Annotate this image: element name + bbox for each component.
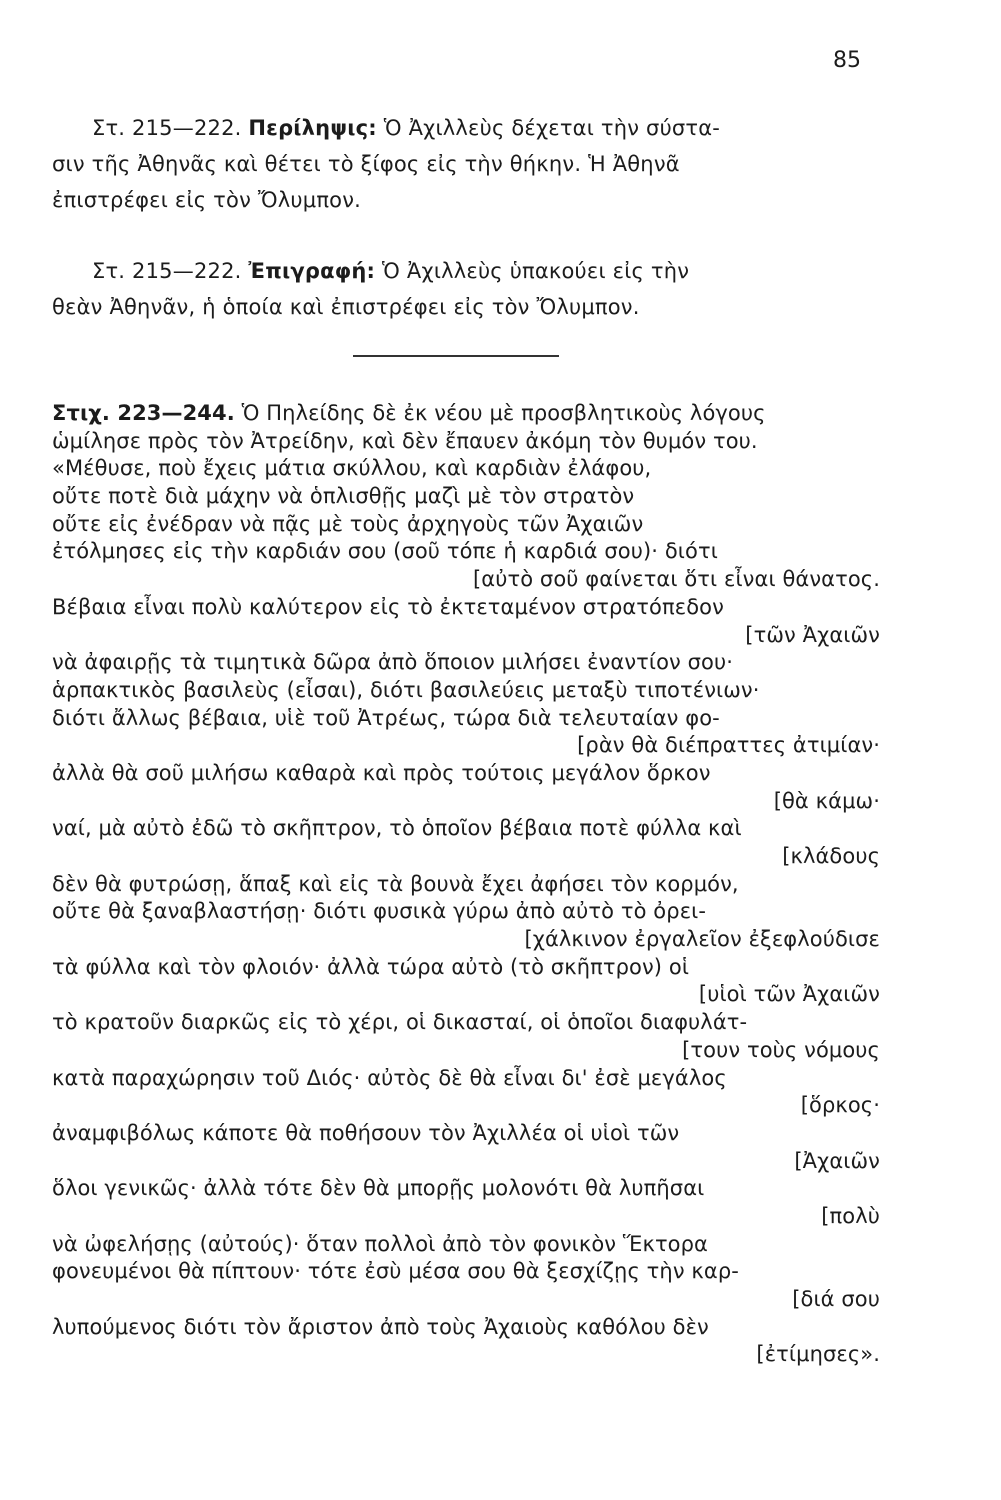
verse-translation: [52, 400, 892, 1369]
inscription-line: [52, 253, 882, 289]
verse-line: φονευμένοι θὰ πίπτουν· τότε ἐσὺ μέσα σου θὰ ξεσχίζῃς τὴν καρ-: [52, 1259, 739, 1284]
verse-line: τὸ κρατοῦν διαρκῶς εἰς τὸ χέρι, οἱ δικασταί, οἱ ὁποῖοι διαφυλάτ-: [52, 1010, 748, 1035]
inscription-heading: Ἐπιγραφή:: [248, 259, 376, 283]
line-range-label: Στ. 215—222.: [92, 116, 242, 140]
summary-line: σιν τῆς Ἀθηνᾶς καὶ θέτει τὸ ξίφος εἰς τὴν θήκην. Ἡ Ἀθηνᾶ: [52, 152, 680, 176]
verse-line: οὔτε ποτὲ διὰ μάχην νὰ ὁπλισθῇς μαζὶ μὲ τὸν στρατὸν: [52, 484, 635, 509]
verse-line: λυπούμενος διότι τὸν ἄριστον ἀπὸ τοὺς Ἀχαιοὺς καθόλου δὲν: [52, 1314, 709, 1339]
verse-continuation: [διά σου: [792, 1287, 880, 1311]
inscription-text: Ὁ Ἀχιλλεὺς ὑπακούει εἰς τὴν: [375, 259, 690, 283]
verse-line: «Μέθυσε, ποὺ ἔχεις μάτια σκύλλου, καὶ καρδιὰν ἐλάφου,: [52, 456, 652, 481]
verse-line: [52, 400, 892, 428]
verse-continuation: [χάλκινον ἐργαλεῖον ἐξεφλούδισε: [524, 927, 880, 952]
verse-line: ναί, μὰ αὐτὸ ἐδῶ τὸ σκῆπτρον, τὸ ὁποῖον βέβαια ποτὲ φύλλα καὶ: [52, 816, 742, 841]
verse-continuation: [κλάδους: [782, 844, 880, 868]
summary-paragraph: [52, 110, 882, 218]
section-divider: [353, 355, 559, 357]
summary-text: Ὁ Ἀχιλλεὺς δέχεται τὴν σύστα-: [376, 116, 721, 140]
inscription-paragraph: [52, 253, 882, 325]
inscription-line: θεὰν Ἀθηνᾶν, ἡ ὁποία καὶ ἐπιστρέφει εἰς τὸν Ὄλυμπον.: [52, 295, 640, 319]
line-range-label: Στ. 215—222.: [92, 259, 242, 283]
verse-line: ἁρπακτικὸς βασιλεὺς (εἶσαι), διότι βασιλεύεις μεταξὺ τιποτένιων·: [52, 677, 760, 702]
verse-line: διότι ἄλλως βέβαια, υἱὲ τοῦ Ἀτρέως, τώρα διὰ τελευταίαν φο-: [52, 705, 720, 730]
verse-line: τὰ φύλλα καὶ τὸν φλοιόν· ἀλλὰ τώρα αὐτὸ (τὸ σκῆπτρον) οἱ: [52, 954, 690, 979]
verse-line: δὲν θὰ φυτρώσῃ, ἅπαξ καὶ εἰς τὰ βουνὰ ἔχει ἀφήσει τὸν κορμόν,: [52, 871, 739, 896]
verse-continuation: [τουν τοὺς νόμους: [682, 1037, 880, 1062]
verse-line: οὔτε θὰ ξαναβλαστήσῃ· διότι φυσικὰ γύρω ἀπὸ αὐτὸ τὸ ὀρει-: [52, 899, 707, 924]
verse-line: νὰ ἀφαιρῇς τὰ τιμητικὰ δῶρα ἀπὸ ὅποιον μιλήσει ἐναντίον σου·: [52, 650, 734, 675]
verse-line: Βέβαια εἶναι πολὺ καλύτερον εἰς τὸ ἐκτεταμένον στρατόπεδον: [52, 594, 724, 619]
verse-line: κατὰ παραχώρησιν τοῦ Διός· αὐτὸς δὲ θὰ εἶναι δι' ἐσὲ μεγάλος: [52, 1065, 727, 1090]
verse-range-label: Στιχ. 223—244.: [52, 401, 235, 425]
verse-line: ἐτόλμησες εἰς τὴν καρδιάν σου (σοῦ τόπε ἡ καρδιά σου)· διότι: [52, 539, 718, 564]
verse-text: Ὁ Πηλείδης δὲ ἐκ νέου μὲ προσβλητικοὺς λόγους: [234, 401, 766, 425]
summary-line: [52, 110, 882, 146]
verse-line: οὔτε εἰς ἐνέδραν νὰ πᾷς μὲ τοὺς ἀρχηγοὺς τῶν Ἀχαιῶν: [52, 511, 644, 536]
verse-line: ἀναμφιβόλως κάποτε θὰ ποθήσουν τὸν Ἀχιλλέα οἱ υἱοὶ τῶν: [52, 1120, 680, 1145]
verse-line: νὰ ὠφελήσῃς (αὐτούς)· ὅταν πολλοὶ ἀπὸ τὸν φονικὸν Ἕκτορα: [52, 1231, 709, 1256]
verse-continuation: [θὰ κάμω·: [773, 788, 880, 813]
page-number: 85: [833, 48, 861, 73]
verse-line: ὅλοι γενικῶς· ἀλλὰ τότε δὲν θὰ μπορῇς μολονότι θὰ λυπῆσαι: [52, 1176, 705, 1201]
verse-continuation: [υἱοὶ τῶν Ἀχαιῶν: [698, 982, 880, 1007]
verse-continuation: [πολὺ: [821, 1203, 880, 1228]
verse-continuation: [αὐτὸ σοῦ φαίνεται ὅτι εἶναι θάνατος.: [472, 567, 880, 592]
verse-continuation: [τῶν Ἀχαιῶν: [745, 622, 880, 647]
verse-line: ὡμίλησε πρὸς τὸν Ἀτρείδην, καὶ δὲν ἔπαυεν ἀκόμη τὸν θυμόν του.: [52, 428, 758, 453]
summary-line: ἐπιστρέφει εἰς τὸν Ὄλυμπον.: [52, 188, 362, 212]
verse-continuation: [ρὰν θὰ διέπραττες ἀτιμίαν·: [577, 733, 880, 758]
verse-continuation: [Ἀχαιῶν: [794, 1148, 880, 1173]
verse-line: ἀλλὰ θὰ σοῦ μιλήσω καθαρὰ καὶ πρὸς τούτοις μεγάλον ὅρκον: [52, 760, 711, 785]
verse-continuation: [ὅρκος·: [800, 1093, 880, 1118]
summary-heading: Περίληψις:: [248, 116, 377, 140]
verse-continuation: [ἐτίμησες».: [756, 1342, 880, 1367]
